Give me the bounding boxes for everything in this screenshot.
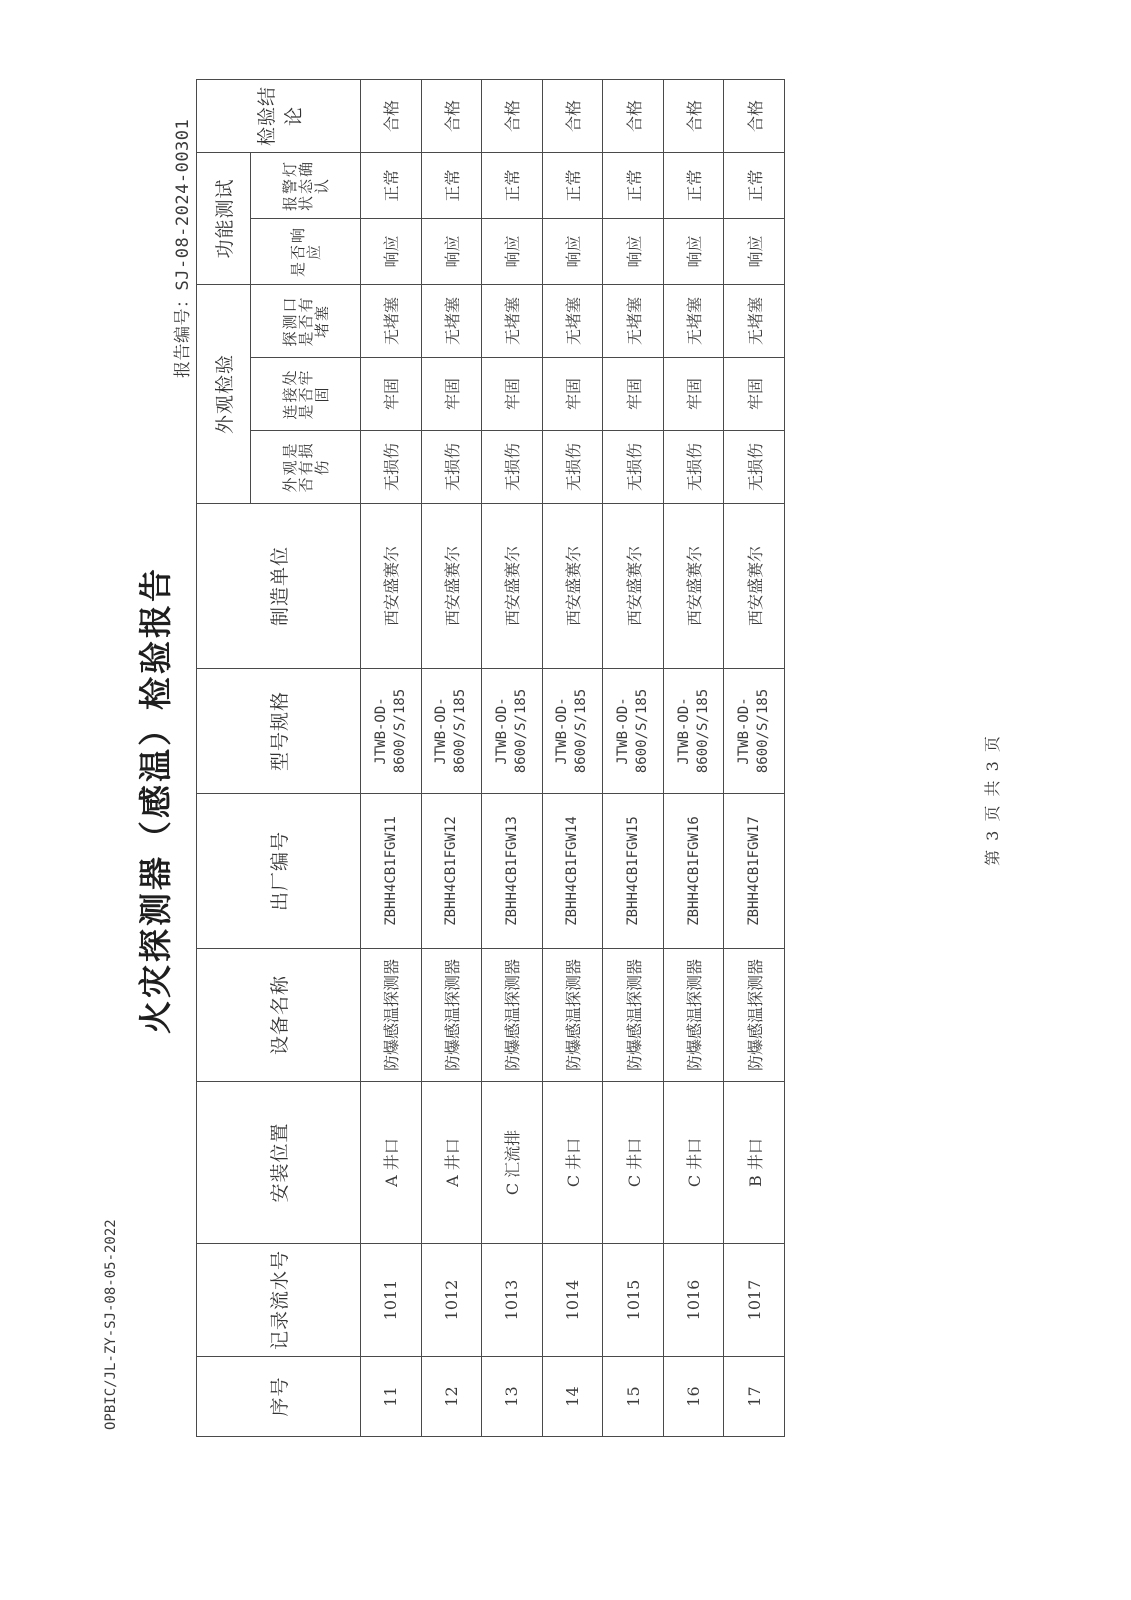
cell-manufacturer: 西安盛赛尔 xyxy=(724,504,785,669)
header-location: 安装位置 xyxy=(197,1082,361,1244)
cell-device-name: 防爆感温探测器 xyxy=(603,949,664,1082)
cell-seq: 17 xyxy=(724,1357,785,1437)
header-function-test: 功能测试 xyxy=(197,152,251,284)
cell-factory-no: ZBHH4CB1FGW15 xyxy=(603,794,664,949)
table-row xyxy=(724,79,785,1436)
cell-device-name: 防爆感温探测器 xyxy=(663,949,724,1082)
inspection-table xyxy=(196,79,785,1437)
cell-record-no: 1011 xyxy=(361,1244,422,1357)
cell-record-no: 1012 xyxy=(421,1244,482,1357)
cell-alarm-light: 正常 xyxy=(542,152,603,218)
cell-model: JTWB-OD-8600/S/185 xyxy=(482,669,543,794)
cell-location: A 井口 xyxy=(421,1082,482,1244)
cell-responds: 响应 xyxy=(421,218,482,284)
cell-blocked: 无堵塞 xyxy=(542,284,603,357)
cell-damage: 无损伤 xyxy=(361,431,422,504)
header-device-name: 设备名称 xyxy=(197,949,361,1082)
cell-manufacturer: 西安盛赛尔 xyxy=(603,504,664,669)
cell-device-name: 防爆感温探测器 xyxy=(361,949,422,1082)
cell-conclusion: 合格 xyxy=(542,79,603,152)
cell-responds: 响应 xyxy=(542,218,603,284)
cell-manufacturer: 西安盛赛尔 xyxy=(361,504,422,669)
header-appearance: 外观检验 xyxy=(197,284,251,503)
cell-alarm-light: 正常 xyxy=(361,152,422,218)
header-alarm-light: 报警灯状态确认 xyxy=(251,152,361,218)
table-row xyxy=(482,79,543,1436)
cell-alarm-light: 正常 xyxy=(603,152,664,218)
cell-record-no: 1016 xyxy=(663,1244,724,1357)
cell-manufacturer: 西安盛赛尔 xyxy=(482,504,543,669)
cell-manufacturer: 西安盛赛尔 xyxy=(542,504,603,669)
cell-connection: 牢固 xyxy=(603,358,664,431)
cell-conclusion: 合格 xyxy=(482,79,543,152)
cell-device-name: 防爆感温探测器 xyxy=(421,949,482,1082)
cell-blocked: 无堵塞 xyxy=(603,284,664,357)
cell-connection: 牢固 xyxy=(482,358,543,431)
cell-location: C 井口 xyxy=(603,1082,664,1244)
cell-device-name: 防爆感温探测器 xyxy=(482,949,543,1082)
header-record-no: 记录流水号 xyxy=(197,1244,361,1357)
cell-factory-no: ZBHH4CB1FGW12 xyxy=(421,794,482,949)
cell-blocked: 无堵塞 xyxy=(421,284,482,357)
header-factory-no: 出厂编号 xyxy=(197,794,361,949)
cell-responds: 响应 xyxy=(603,218,664,284)
header-responds: 是否响应 xyxy=(251,218,361,284)
cell-record-no: 1014 xyxy=(542,1244,603,1357)
cell-alarm-light: 正常 xyxy=(724,152,785,218)
cell-blocked: 无堵塞 xyxy=(482,284,543,357)
cell-blocked: 无堵塞 xyxy=(724,284,785,357)
cell-record-no: 1013 xyxy=(482,1244,543,1357)
header-detector-blocked: 探测口是否有堵塞 xyxy=(251,284,361,357)
header-seq: 序号 xyxy=(197,1357,361,1437)
header-conclusion: 检验结论 xyxy=(197,79,361,152)
cell-factory-no: ZBHH4CB1FGW13 xyxy=(482,794,543,949)
cell-manufacturer: 西安盛赛尔 xyxy=(421,504,482,669)
cell-factory-no: ZBHH4CB1FGW11 xyxy=(361,794,422,949)
cell-model: JTWB-OD-8600/S/185 xyxy=(663,669,724,794)
header-appearance-damage: 外观是否有损伤 xyxy=(251,431,361,504)
cell-connection: 牢固 xyxy=(361,358,422,431)
cell-blocked: 无堵塞 xyxy=(663,284,724,357)
cell-location: C 井口 xyxy=(663,1082,724,1244)
header-model: 型号规格 xyxy=(197,669,361,794)
cell-model: JTWB-OD-8600/S/185 xyxy=(542,669,603,794)
cell-connection: 牢固 xyxy=(421,358,482,431)
cell-damage: 无损伤 xyxy=(663,431,724,504)
cell-model: JTWB-OD-8600/S/185 xyxy=(421,669,482,794)
cell-connection: 牢固 xyxy=(542,358,603,431)
cell-factory-no: ZBHH4CB1FGW16 xyxy=(663,794,724,949)
cell-responds: 响应 xyxy=(663,218,724,284)
cell-alarm-light: 正常 xyxy=(482,152,543,218)
cell-damage: 无损伤 xyxy=(603,431,664,504)
cell-conclusion: 合格 xyxy=(663,79,724,152)
cell-conclusion: 合格 xyxy=(603,79,664,152)
cell-record-no: 1017 xyxy=(724,1244,785,1357)
page-title: 火灾探测器（感温）检验报告 xyxy=(136,566,175,1034)
page-number: 第 3 页 共 3 页 xyxy=(983,734,1002,866)
cell-seq: 16 xyxy=(663,1357,724,1437)
cell-damage: 无损伤 xyxy=(724,431,785,504)
cell-conclusion: 合格 xyxy=(421,79,482,152)
table-row xyxy=(542,79,603,1436)
cell-responds: 响应 xyxy=(361,218,422,284)
cell-seq: 11 xyxy=(361,1357,422,1437)
cell-damage: 无损伤 xyxy=(542,431,603,504)
cell-alarm-light: 正常 xyxy=(663,152,724,218)
cell-location: C 井口 xyxy=(542,1082,603,1244)
header-manufacturer: 制造单位 xyxy=(197,504,361,669)
cell-alarm-light: 正常 xyxy=(421,152,482,218)
cell-manufacturer: 西安盛赛尔 xyxy=(663,504,724,669)
cell-connection: 牢固 xyxy=(663,358,724,431)
report-number: 报告编号：SJ-08-2024-00301 xyxy=(173,118,193,378)
cell-damage: 无损伤 xyxy=(482,431,543,504)
cell-conclusion: 合格 xyxy=(361,79,422,152)
cell-responds: 响应 xyxy=(482,218,543,284)
cell-record-no: 1015 xyxy=(603,1244,664,1357)
cell-device-name: 防爆感温探测器 xyxy=(724,949,785,1082)
cell-blocked: 无堵塞 xyxy=(361,284,422,357)
table-row xyxy=(663,79,724,1436)
cell-device-name: 防爆感温探测器 xyxy=(542,949,603,1082)
cell-model: JTWB-OD-8600/S/185 xyxy=(603,669,664,794)
header-connection-firm: 连接处是否牢固 xyxy=(251,358,361,431)
cell-damage: 无损伤 xyxy=(421,431,482,504)
cell-model: JTWB-OD-8600/S/185 xyxy=(361,669,422,794)
cell-model: JTWB-OD-8600/S/185 xyxy=(724,669,785,794)
cell-location: A 井口 xyxy=(361,1082,422,1244)
cell-location: C 汇流排 xyxy=(482,1082,543,1244)
cell-factory-no: ZBHH4CB1FGW14 xyxy=(542,794,603,949)
document-code: OPBIC/JL-ZY-SJ-08-05-2022 xyxy=(103,1219,119,1430)
cell-factory-no: ZBHH4CB1FGW17 xyxy=(724,794,785,949)
cell-seq: 14 xyxy=(542,1357,603,1437)
cell-seq: 12 xyxy=(421,1357,482,1437)
cell-conclusion: 合格 xyxy=(724,79,785,152)
cell-seq: 15 xyxy=(603,1357,664,1437)
cell-connection: 牢固 xyxy=(724,358,785,431)
table-row xyxy=(361,79,422,1436)
cell-seq: 13 xyxy=(482,1357,543,1437)
table-row xyxy=(421,79,482,1436)
cell-responds: 响应 xyxy=(724,218,785,284)
cell-location: B 井口 xyxy=(724,1082,785,1244)
table-row xyxy=(603,79,664,1436)
